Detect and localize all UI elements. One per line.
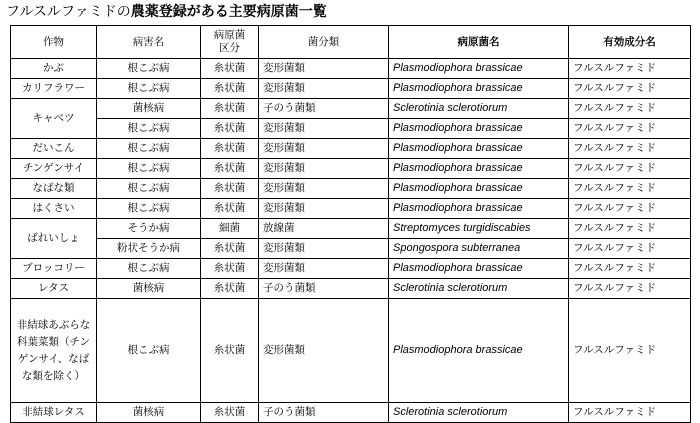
table-header-row (11, 26, 691, 59)
taxon-cell: 変形菌類 (259, 119, 389, 139)
header-pathogen: 病原菌名 (389, 26, 569, 59)
table-row (11, 259, 691, 279)
class-cell: 細菌 (201, 219, 259, 239)
pathogen-cell: Plasmodiophora brassicae (389, 199, 569, 219)
crop-cell: 非結球レタス (11, 403, 97, 423)
crop-cell: かぶ (11, 59, 97, 79)
table-row (11, 159, 691, 179)
class-cell: 糸状菌 (201, 259, 259, 279)
class-cell: 糸状菌 (201, 199, 259, 219)
taxon-cell: 子のう菌類 (259, 279, 389, 299)
table-row (11, 139, 691, 159)
taxon-cell: 子のう菌類 (259, 99, 389, 119)
table-row (11, 219, 691, 239)
class-cell: 糸状菌 (201, 99, 259, 119)
crop-cell: レタス (11, 279, 97, 299)
pathogen-cell: Plasmodiophora brassicae (389, 299, 569, 403)
header-pathogen-class (201, 26, 259, 59)
ingredient-cell: フルスルファミド (569, 403, 691, 423)
class-cell: 糸状菌 (201, 403, 259, 423)
table-row (11, 119, 691, 139)
pathogen-cell: Plasmodiophora brassicae (389, 139, 569, 159)
crop-cell: だいこん (11, 139, 97, 159)
ingredient-cell: フルスルファミド (569, 179, 691, 199)
ingredient-cell: フルスルファミド (569, 199, 691, 219)
ingredient-cell: フルスルファミド (569, 59, 691, 79)
taxon-cell: 子のう菌類 (259, 403, 389, 423)
pathogen-cell: Plasmodiophora brassicae (389, 159, 569, 179)
pathogen-cell: Sclerotinia sclerotiorum (389, 279, 569, 299)
header-taxon: 菌分類 (259, 26, 389, 59)
header-ingredient: 有効成分名 (569, 26, 691, 59)
taxon-cell: 変形菌類 (259, 159, 389, 179)
taxon-cell: 変形菌類 (259, 179, 389, 199)
disease-cell: 根こぶ病 (97, 139, 201, 159)
crop-cell: チンゲンサイ (11, 159, 97, 179)
disease-cell: 菌核病 (97, 279, 201, 299)
ingredient-cell: フルスルファミド (569, 99, 691, 119)
pathogen-cell: Streptomyces turgidiscabies (389, 219, 569, 239)
title-bold: 農薬登録がある主要病原菌一覧 (130, 4, 327, 20)
class-cell: 糸状菌 (201, 79, 259, 99)
ingredient-cell: フルスルファミド (569, 119, 691, 139)
taxon-cell: 変形菌類 (259, 199, 389, 219)
table-row (11, 239, 691, 259)
header-pathogen-class-line2: 区分 (219, 42, 240, 54)
taxon-cell: 変形菌類 (259, 239, 389, 259)
crop-cell: キャベツ (11, 99, 97, 139)
ingredient-cell: フルスルファミド (569, 139, 691, 159)
table-row (11, 299, 691, 403)
disease-cell: 根こぶ病 (97, 179, 201, 199)
pathogen-cell: Plasmodiophora brassicae (389, 59, 569, 79)
ingredient-cell: フルスルファミド (569, 239, 691, 259)
table-row (11, 403, 691, 423)
taxon-cell: 変形菌類 (259, 59, 389, 79)
class-cell: 糸状菌 (201, 179, 259, 199)
taxon-cell: 変形菌類 (259, 259, 389, 279)
pathogen-cell: Sclerotinia sclerotiorum (389, 99, 569, 119)
title-prefix: フルスルファミドの (6, 4, 131, 20)
disease-cell: 根こぶ病 (97, 199, 201, 219)
header-crop: 作物 (11, 26, 97, 59)
taxon-cell: 変形菌類 (259, 79, 389, 99)
header-disease: 病害名 (97, 26, 201, 59)
ingredient-cell: フルスルファミド (569, 299, 691, 403)
header-pathogen-class-line1: 病原菌 (213, 29, 246, 41)
disease-cell: 根こぶ病 (97, 79, 201, 99)
class-cell: 糸状菌 (201, 299, 259, 403)
pathogen-cell: Plasmodiophora brassicae (389, 79, 569, 99)
taxon-cell: 変形菌類 (259, 299, 389, 403)
class-cell: 糸状菌 (201, 59, 259, 79)
table-row (11, 99, 691, 119)
class-cell: 糸状菌 (201, 239, 259, 259)
class-cell: 糸状菌 (201, 139, 259, 159)
pathogen-cell: Sclerotinia sclerotiorum (389, 403, 569, 423)
table-row (11, 179, 691, 199)
pathogen-cell: Plasmodiophora brassicae (389, 179, 569, 199)
disease-cell: 根こぶ病 (97, 259, 201, 279)
crop-cell: ブロッコリー (11, 259, 97, 279)
crop-cell: ばれいしょ (11, 219, 97, 259)
table-row (11, 59, 691, 79)
table-row (11, 199, 691, 219)
class-cell: 糸状菌 (201, 279, 259, 299)
disease-cell: 根こぶ病 (97, 159, 201, 179)
ingredient-cell: フルスルファミド (569, 219, 691, 239)
ingredient-cell: フルスルファミド (569, 279, 691, 299)
crop-cell: なばな類 (11, 179, 97, 199)
page-title (6, 3, 327, 21)
table-row (11, 279, 691, 299)
ingredient-cell: フルスルファミド (569, 79, 691, 99)
crop-cell: カリフラワー (11, 79, 97, 99)
disease-cell: 粉状そうか病 (97, 239, 201, 259)
disease-cell: 根こぶ病 (97, 59, 201, 79)
class-cell: 糸状菌 (201, 159, 259, 179)
disease-cell: 菌核病 (97, 99, 201, 119)
crop-cell: はくさい (11, 199, 97, 219)
disease-cell: そうか病 (97, 219, 201, 239)
taxon-cell: 放線菌 (259, 219, 389, 239)
pathogen-cell: Plasmodiophora brassicae (389, 259, 569, 279)
ingredient-cell: フルスルファミド (569, 259, 691, 279)
disease-cell: 根こぶ病 (97, 119, 201, 139)
pathogen-table (10, 25, 691, 423)
crop-cell: 非結球あぶらな科葉菜類（チンゲンサイ、なばな類を除く） (11, 299, 97, 403)
ingredient-cell: フルスルファミド (569, 159, 691, 179)
taxon-cell: 変形菌類 (259, 139, 389, 159)
pathogen-cell: Spongospora subterranea (389, 239, 569, 259)
pathogen-cell: Plasmodiophora brassicae (389, 119, 569, 139)
disease-cell: 菌核病 (97, 403, 201, 423)
disease-cell: 根こぶ病 (97, 299, 201, 403)
table-row (11, 79, 691, 99)
class-cell: 糸状菌 (201, 119, 259, 139)
